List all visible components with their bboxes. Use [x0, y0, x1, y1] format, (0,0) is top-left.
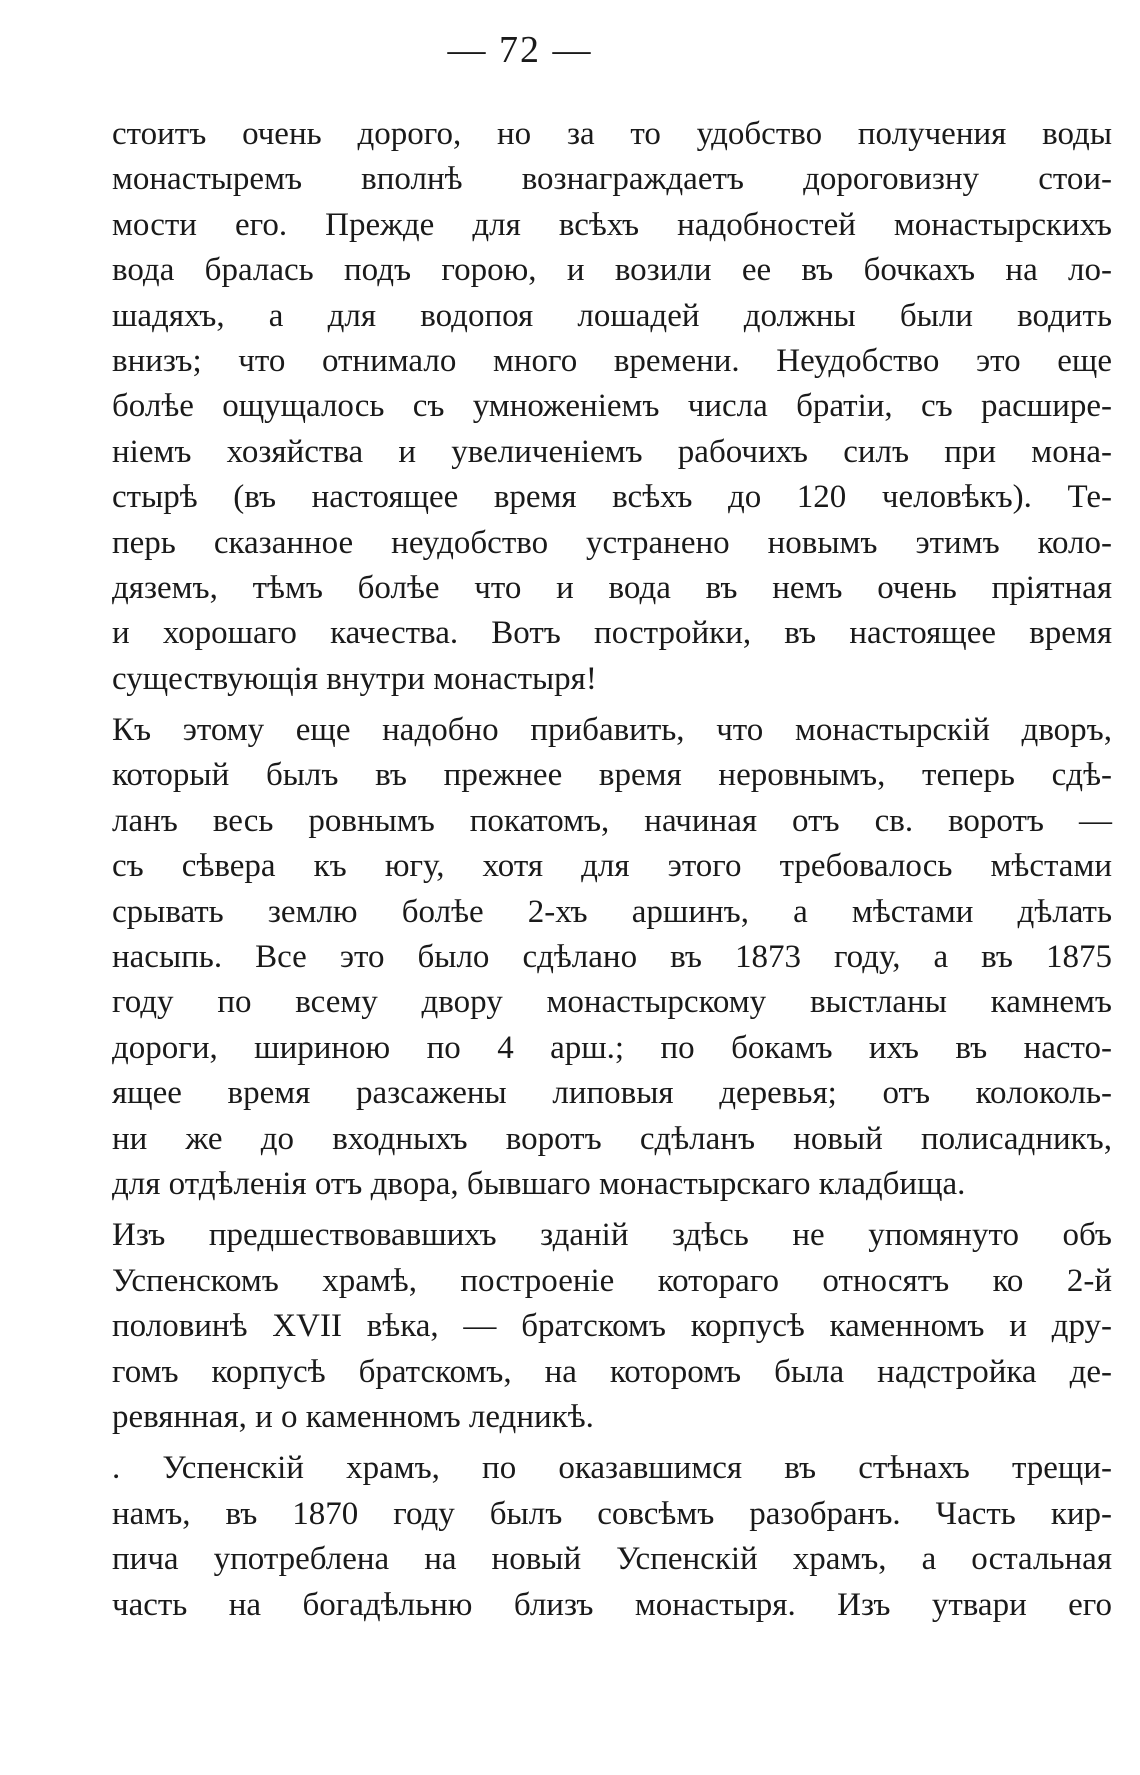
- text-line: Къ этому еще надобно прибавить, что монастырскій дворъ,: [112, 712, 1112, 749]
- text-line: съ сѣвера къ югу, хотя для этого требовалось мѣстами: [112, 848, 1112, 885]
- text-line: Изъ предшествовавшихъ зданій здѣсь не упомянуто объ: [112, 1217, 1112, 1254]
- text-line: для отдѣленія отъ двора, бывшаго монастырскаго кладбища.: [112, 1165, 966, 1202]
- paragraph-3: [112, 1213, 1112, 1440]
- text-line: часть на богадѣльню близъ монастыря. Изъ утвари его: [112, 1586, 1112, 1623]
- text-line: насыпь. Все это было сдѣлано въ 1873 году, а въ 1875: [112, 939, 1112, 976]
- text-line: который былъ въ прежнее время неровнымъ, теперь сдѣ-: [112, 757, 1112, 794]
- text-line: стоитъ очень дорого, но за то удобство получения воды: [112, 116, 1112, 152]
- text-line: мости его. Прежде для всѣхъ надобностей монастырскихъ: [112, 206, 1112, 243]
- text-line: срывать землю болѣе 2-хъ аршинъ, а мѣстами дѣлать: [112, 893, 1112, 930]
- paragraph-2: [112, 708, 1112, 1207]
- page-number: — 72 —: [447, 29, 593, 71]
- text-line: ящее время разсажены липовыя деревья; отъ колоколь-: [112, 1075, 1112, 1112]
- text-line: пича употреблена на новый Успенскій храмъ, а остальная: [112, 1541, 1112, 1578]
- text-line: болѣе ощущалось съ умноженіемъ числа братіи, съ расшире-: [112, 388, 1112, 425]
- text-line: стырѣ (въ настоящее время всѣхъ до 120 человѣкъ). Те-: [112, 479, 1112, 516]
- text-line: намъ, въ 1870 году былъ совсѣмъ разобранъ. Часть кир-: [112, 1495, 1112, 1532]
- text-line: шадяхъ, а для водопоя лошадей должны были водить: [112, 297, 1112, 334]
- paragraph-4: [112, 1446, 1112, 1628]
- text-line: дороги, шириною по 4 арш.; по бокамъ ихъ въ насто-: [112, 1029, 1112, 1066]
- text-line: существующія внутри монастыря!: [112, 660, 597, 697]
- text-line: внизъ; что отнимало много времени. Неудобство это еще: [112, 342, 1112, 379]
- text-line: ни же до входныхъ воротъ сдѣланъ новый полисадникъ,: [112, 1120, 1112, 1157]
- text-line: половинѣ XVII вѣка, — братскомъ корпусѣ каменномъ и дру-: [112, 1308, 1112, 1345]
- text-line: монастыремъ вполнѣ вознаграждаетъ дороговизну стои-: [112, 161, 1112, 198]
- paragraph-1: [112, 112, 1112, 702]
- text-line: вода бралась подъ горою, и возили ее въ бочкахъ на ло-: [112, 252, 1112, 289]
- page-text: [112, 112, 1112, 1628]
- text-line: году по всему двору монастырскому выстланы камнемъ: [112, 984, 1112, 1021]
- text-line: . Успенскій храмъ, по оказавшимся въ стѣнахъ трещи-: [112, 1450, 1112, 1487]
- text-line: ревянная, и о каменномъ ледникѣ.: [112, 1398, 594, 1435]
- text-line: Успенскомъ храмѣ, построеніе котораго относятъ ко 2-й: [112, 1262, 1112, 1299]
- text-line: ніемъ хозяйства и увеличеніемъ рабочихъ силъ при мона-: [112, 433, 1112, 470]
- text-line: перь сказанное неудобство устранено новымъ этимъ коло-: [112, 524, 1112, 561]
- text-line: дяземъ, тѣмъ болѣе что и вода въ немъ очень пріятная: [112, 569, 1112, 606]
- text-line: ланъ весь ровнымъ покатомъ, начиная отъ св. воротъ —: [112, 802, 1112, 839]
- text-line: гомъ корпусѣ братскомъ, на которомъ была надстройка де-: [112, 1353, 1112, 1390]
- text-line: и хорошаго качества. Вотъ постройки, въ настоящее время: [112, 615, 1112, 652]
